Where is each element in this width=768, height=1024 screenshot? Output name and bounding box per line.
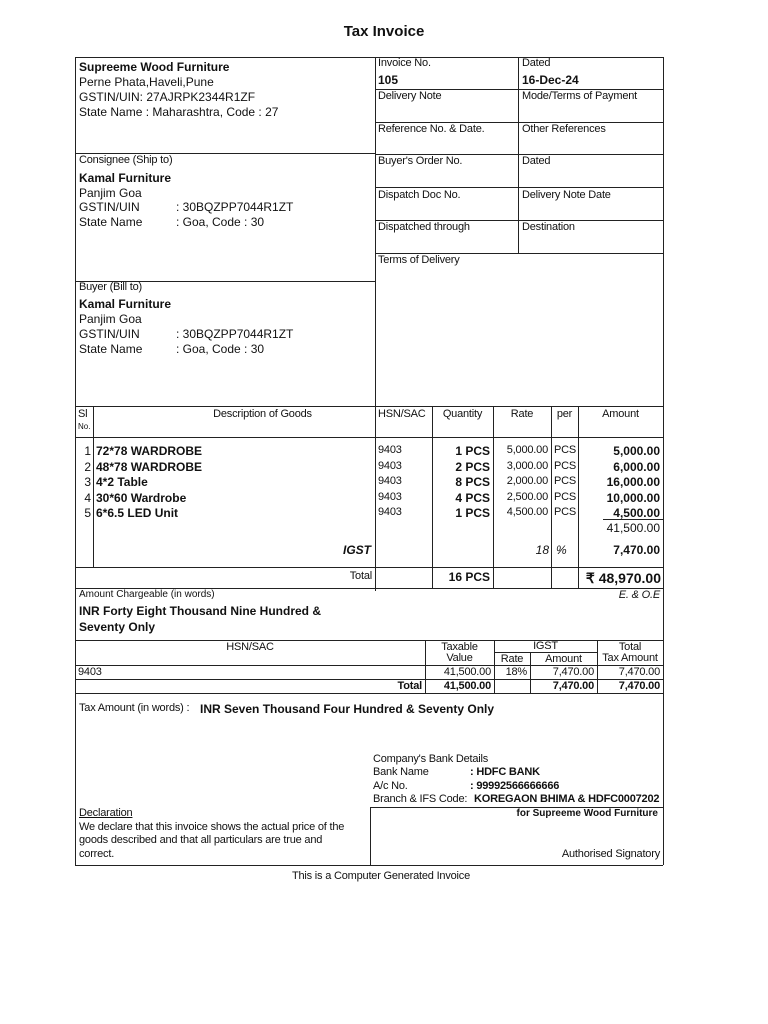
row-rate: 4,500.00: [506, 506, 548, 518]
tax-words-value: INR Seven Thousand Four Hundred & Seventy Only: [200, 702, 495, 716]
row-hsn: 9403: [378, 459, 402, 472]
hsn-total-taxable: 41,500.00: [443, 680, 491, 692]
invoice-no-label: Invoice No.: [378, 57, 431, 69]
row-hsn: 9403: [378, 490, 402, 503]
row-amount: 5,000.00: [613, 444, 660, 458]
other-references-label: Other References: [522, 123, 606, 135]
hsn-row-rate: 18%: [505, 666, 527, 678]
row-hsn: 9403: [378, 444, 402, 456]
seller-name: Supreeme Wood Furniture: [79, 60, 230, 74]
hsn-row-amount: 7,470.00: [552, 666, 594, 678]
seller-address: Perne Phata,Haveli,Pune: [79, 75, 214, 89]
bank-ac-label: A/c No.: [373, 780, 408, 792]
row-si: 1: [84, 444, 91, 458]
buyer-state-label: State Name: [79, 342, 143, 356]
row-quantity: 8 PCS: [455, 475, 490, 489]
consignee-gstin-label: GSTIN/UIN: [79, 200, 140, 214]
row-si: 2: [84, 459, 91, 474]
for-company: for Supreeme Wood Furniture: [516, 808, 658, 819]
terms-of-delivery-label: Terms of Delivery: [378, 254, 460, 266]
reference-label: Reference No. & Date.: [378, 123, 485, 135]
igst-rate: 18: [535, 543, 549, 557]
bank-ac: : 99992566666666: [470, 780, 560, 792]
row-hsn: 9403: [378, 475, 402, 487]
consignee-heading: Consignee (Ship to): [79, 154, 173, 166]
row-rate: 2,500.00: [506, 490, 548, 503]
hsn-col-total-1: Total: [618, 641, 642, 653]
invoice-date: 16-Dec-24: [522, 73, 579, 87]
hsn-col-igst: IGST: [533, 640, 558, 652]
declaration-heading: Declaration: [79, 807, 133, 819]
buyers-order-label: Buyer's Order No.: [378, 155, 463, 167]
row-per: PCS: [554, 490, 577, 503]
col-rate: Rate: [510, 408, 534, 420]
destination-label: Destination: [522, 221, 575, 233]
amount-words-line1: INR Forty Eight Thousand Nine Hundred &: [79, 604, 321, 618]
authorised-signatory: Authorised Signatory: [561, 848, 660, 860]
hsn-total-tax: 7,470.00: [618, 680, 660, 692]
hsn-col-hsn: HSN/SAC: [226, 641, 274, 653]
bank-name: : HDFC BANK: [470, 766, 540, 778]
total-quantity: 16 PCS: [448, 570, 490, 584]
row-amount: 16,000.00: [606, 475, 660, 489]
row-quantity: 1 PCS: [455, 444, 490, 458]
grand-total: ₹ 48,970.00: [585, 570, 661, 586]
row-per: PCS: [554, 506, 577, 518]
bank-branch-label: Branch & IFS Code:: [373, 793, 468, 805]
total-label: Total: [349, 570, 372, 582]
row-amount: 10,000.00: [606, 490, 660, 505]
buyer-name: Kamal Furniture: [79, 297, 172, 311]
dispatch-doc-label: Dispatch Doc No.: [378, 189, 461, 201]
row-quantity: 4 PCS: [455, 490, 490, 505]
hsn-col-taxable-1: Taxable: [441, 641, 478, 653]
hsn-col-total-2: Tax Amount: [602, 652, 658, 664]
igst-amount: 7,470.00: [613, 543, 660, 557]
row-description: 72*78 WARDROBE: [96, 444, 203, 458]
col-amount: Amount: [602, 408, 639, 420]
bank-branch: KOREGAON BHIMA & HDFC0007202: [474, 793, 660, 805]
dispatched-through-label: Dispatched through: [378, 221, 470, 233]
buyer-gstin: : 30BQZPP7044R1ZT: [176, 327, 294, 341]
row-rate: 2,000.00: [506, 475, 548, 487]
hsn-total-label: Total: [397, 680, 422, 692]
col-si-no: No.: [78, 422, 91, 431]
hsn-col-amount: Amount: [545, 653, 582, 665]
row-per: PCS: [554, 444, 577, 456]
consignee-state: : Goa, Code : 30: [176, 215, 265, 229]
col-description: Description of Goods: [213, 408, 312, 420]
row-per: PCS: [554, 459, 577, 472]
row-rate: 3,000.00: [506, 459, 548, 472]
row-per: PCS: [554, 475, 577, 487]
row-hsn: 9403: [378, 506, 402, 518]
row-description: 30*60 Wardrobe: [96, 490, 187, 505]
igst-rate-unit: %: [556, 543, 567, 557]
col-hsn: HSN/SAC: [378, 408, 426, 420]
delivery-note-date-label: Delivery Note Date: [522, 189, 611, 201]
col-quantity: Quantity: [442, 408, 483, 420]
row-si: 5: [84, 506, 91, 520]
mode-terms-label: Mode/Terms of Payment: [522, 90, 638, 102]
consignee-name: Kamal Furniture: [79, 171, 172, 185]
delivery-note-label: Delivery Note: [378, 90, 442, 102]
row-description: 4*2 Table: [96, 475, 148, 489]
consignee-gstin: : 30BQZPP7044R1ZT: [176, 200, 294, 214]
consignee-address: Panjim Goa: [79, 186, 142, 200]
hsn-col-taxable-2: Value: [446, 652, 473, 664]
row-rate: 5,000.00: [506, 444, 548, 456]
seller-gstin: GSTIN/UIN: 27AJRPK2344R1ZF: [79, 90, 256, 104]
bank-heading: Company's Bank Details: [373, 753, 489, 765]
hsn-row-total: 7,470.00: [618, 666, 660, 678]
amount-words-label: Amount Chargeable (in words): [79, 589, 215, 600]
declaration-line2: goods described and that all particulars are true and: [79, 834, 323, 846]
tax-words-label: Tax Amount (in words) :: [79, 702, 190, 714]
invoice-no: 105: [378, 73, 399, 87]
row-quantity: 2 PCS: [455, 459, 490, 474]
row-si: 3: [84, 475, 91, 489]
declaration-line3: correct.: [79, 848, 115, 860]
dated-label: Dated: [522, 57, 551, 69]
declaration-line1: We declare that this invoice shows the actual price of the: [79, 821, 345, 833]
seller-state: State Name : Maharashtra, Code : 27: [79, 105, 279, 119]
bank-name-label: Bank Name: [373, 766, 429, 778]
col-si: Sl: [78, 408, 88, 420]
consignee-state-label: State Name: [79, 215, 143, 229]
row-si: 4: [84, 490, 91, 505]
hsn-row-taxable: 41,500.00: [443, 666, 491, 678]
row-description: 6*6.5 LED Unit: [96, 506, 179, 520]
row-quantity: 1 PCS: [455, 506, 490, 520]
hsn-row-code: 9403: [78, 666, 102, 678]
igst-label: IGST: [342, 543, 371, 557]
amount-words-line2: Seventy Only: [79, 620, 156, 634]
row-amount: 6,000.00: [613, 459, 660, 474]
hsn-total-amount: 7,470.00: [552, 680, 594, 692]
hsn-col-rate: Rate: [500, 653, 524, 665]
page-title: Tax Invoice: [343, 23, 425, 40]
eoe: E. & O.E: [618, 589, 660, 601]
computer-generated-note: This is a Computer Generated Invoice: [291, 870, 471, 882]
buyer-gstin-label: GSTIN/UIN: [79, 327, 140, 341]
row-description: 48*78 WARDROBE: [96, 459, 203, 474]
row-amount: 4,500.00: [613, 506, 660, 520]
col-per: per: [556, 408, 573, 420]
order-dated-label: Dated: [522, 155, 551, 167]
buyer-address: Panjim Goa: [79, 312, 142, 326]
buyer-heading: Buyer (Bill to): [79, 281, 143, 293]
subtotal-amount: 41,500.00: [606, 521, 660, 535]
buyer-state: : Goa, Code : 30: [176, 342, 265, 356]
